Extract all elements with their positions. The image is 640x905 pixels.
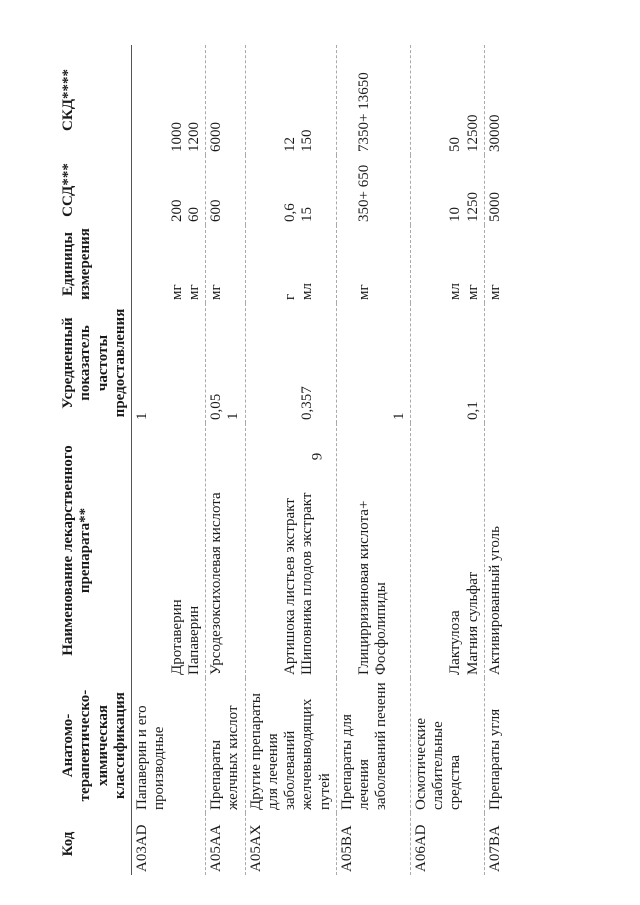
ssd-value: 1250 xyxy=(464,192,481,222)
header-drug: Наименование лекарственного препарата** xyxy=(58,423,132,678)
ssd-value: 350+ 650 xyxy=(356,164,372,222)
cell-drugs xyxy=(484,423,506,678)
cell-atc: Папаверин и его производные xyxy=(134,705,168,810)
drug-name: Папаверин xyxy=(185,605,202,675)
frequency-value: 0,357 xyxy=(299,386,316,420)
cell-drugs xyxy=(206,423,246,678)
cell-ssd xyxy=(206,155,246,225)
cell-drugs xyxy=(336,423,410,678)
cell-code: A03AD xyxy=(134,824,150,872)
unit-value: мг xyxy=(168,284,185,300)
cell-skd xyxy=(336,45,410,155)
cell-code: A06AD xyxy=(410,813,484,875)
cell-skd xyxy=(484,45,506,155)
table-row xyxy=(245,45,336,875)
table-row xyxy=(484,45,506,875)
unit-value: мг xyxy=(208,284,224,300)
skd-value: 150 xyxy=(299,129,316,152)
cell-frequency xyxy=(336,303,410,423)
drug-name: Артишока листьев экстракт xyxy=(282,498,298,675)
cell-atc: Препараты угля xyxy=(484,678,506,813)
unit-value: мг xyxy=(356,284,372,300)
cell-drugs xyxy=(245,423,336,678)
drug-name: Магния сульфат xyxy=(464,571,481,675)
cell-frequency: 1 xyxy=(134,412,150,420)
frequency-value: 1 xyxy=(390,412,407,420)
cell-frequency xyxy=(484,303,506,423)
ssd-value: 600 xyxy=(208,199,224,222)
cell-atc: Осмотические слабительные средства xyxy=(410,678,484,813)
cell-ssd xyxy=(336,155,410,225)
drug-name: Шиповника плодов экстракт xyxy=(299,492,316,675)
unit-value: мг xyxy=(486,284,503,300)
cell-ssd xyxy=(484,155,506,225)
skd-value: 12500 xyxy=(464,114,481,152)
cell-atc: Препараты желчных кислот xyxy=(206,678,246,813)
cell-drugs xyxy=(410,423,484,678)
header-ssd: ССД*** xyxy=(58,155,132,225)
table-row xyxy=(206,45,246,875)
table-row xyxy=(336,45,410,875)
cell-frequency xyxy=(410,303,484,423)
ssd-value: 200 xyxy=(168,199,185,222)
header-code: Код xyxy=(58,813,132,875)
table-body xyxy=(132,45,507,875)
ssd-value: 60 xyxy=(185,207,202,222)
cell-atc: Препараты для лечения заболеваний печени xyxy=(336,678,410,813)
header-atc: Анатомо-терапевтическо-химическая классификация xyxy=(58,678,132,813)
ssd-value: 15 xyxy=(299,207,316,222)
drug-name: Активированный уголь xyxy=(486,526,503,675)
frequency-value: 0,05 xyxy=(208,393,224,420)
table-row xyxy=(410,45,484,875)
frequency-value: 0,1 xyxy=(464,401,481,420)
drug-name: Лактулоза xyxy=(447,610,464,675)
unit-value: мл xyxy=(299,283,316,300)
skd-value: 7350+ 13650 xyxy=(356,72,372,152)
skd-value: 6000 xyxy=(208,122,224,152)
skd-value: 30000 xyxy=(486,114,503,152)
skd-value: 1000 xyxy=(168,122,185,152)
drug-name: Дротаверин xyxy=(168,599,185,675)
ssd-value: 5000 xyxy=(486,192,503,222)
header-frequency: Усредненный показатель частоты предоставления xyxy=(58,303,132,423)
cell-skd xyxy=(410,45,484,155)
cell-frequency xyxy=(245,303,336,423)
cell-ssd xyxy=(245,155,336,225)
skd-value: 1200 xyxy=(185,122,202,152)
unit-value: мл xyxy=(447,283,464,300)
header-skd: СКД**** xyxy=(58,45,132,155)
cell-skd xyxy=(206,45,246,155)
cell-code: A05AA xyxy=(206,813,246,875)
cell-drugs xyxy=(132,423,206,678)
drug-table xyxy=(58,45,506,875)
skd-value: 12 xyxy=(282,137,298,152)
cell-skd xyxy=(245,45,336,155)
ssd-value: 10 xyxy=(447,207,464,222)
drug-name: Урсодезоксихолевая кислота xyxy=(208,492,224,675)
unit-value: г xyxy=(282,293,298,300)
drug-name: Глицирризиновая кислота+ Фосфолипиды xyxy=(356,500,390,675)
skd-value: 50 xyxy=(447,137,464,152)
drug-table-wrapper xyxy=(58,45,640,875)
page-number: 9 xyxy=(309,452,326,461)
cell-frequency xyxy=(206,303,246,423)
ssd-value: 0,6 xyxy=(282,203,298,222)
cell-code: A05BA xyxy=(336,813,410,875)
cell-unit xyxy=(206,225,246,303)
cell-code: A07BA xyxy=(484,813,506,875)
cell-ssd xyxy=(410,155,484,225)
cell-unit xyxy=(410,225,484,303)
cell-unit xyxy=(245,225,336,303)
unit-value: мг xyxy=(185,284,202,300)
cell-code: A05AX xyxy=(245,813,336,875)
header-row xyxy=(58,45,132,875)
cell-skd xyxy=(132,45,206,155)
header-unit: Единицы измерения xyxy=(58,225,132,303)
cell-unit xyxy=(132,225,206,303)
cell-unit xyxy=(484,225,506,303)
frequency-value: 1 xyxy=(225,412,242,420)
table-row xyxy=(132,45,206,875)
cell-ssd xyxy=(132,155,206,225)
unit-value: мг xyxy=(464,284,481,300)
cell-atc: Другие препараты для лечения заболеваний желчевыводящих путей xyxy=(245,678,336,813)
cell-unit xyxy=(336,225,410,303)
